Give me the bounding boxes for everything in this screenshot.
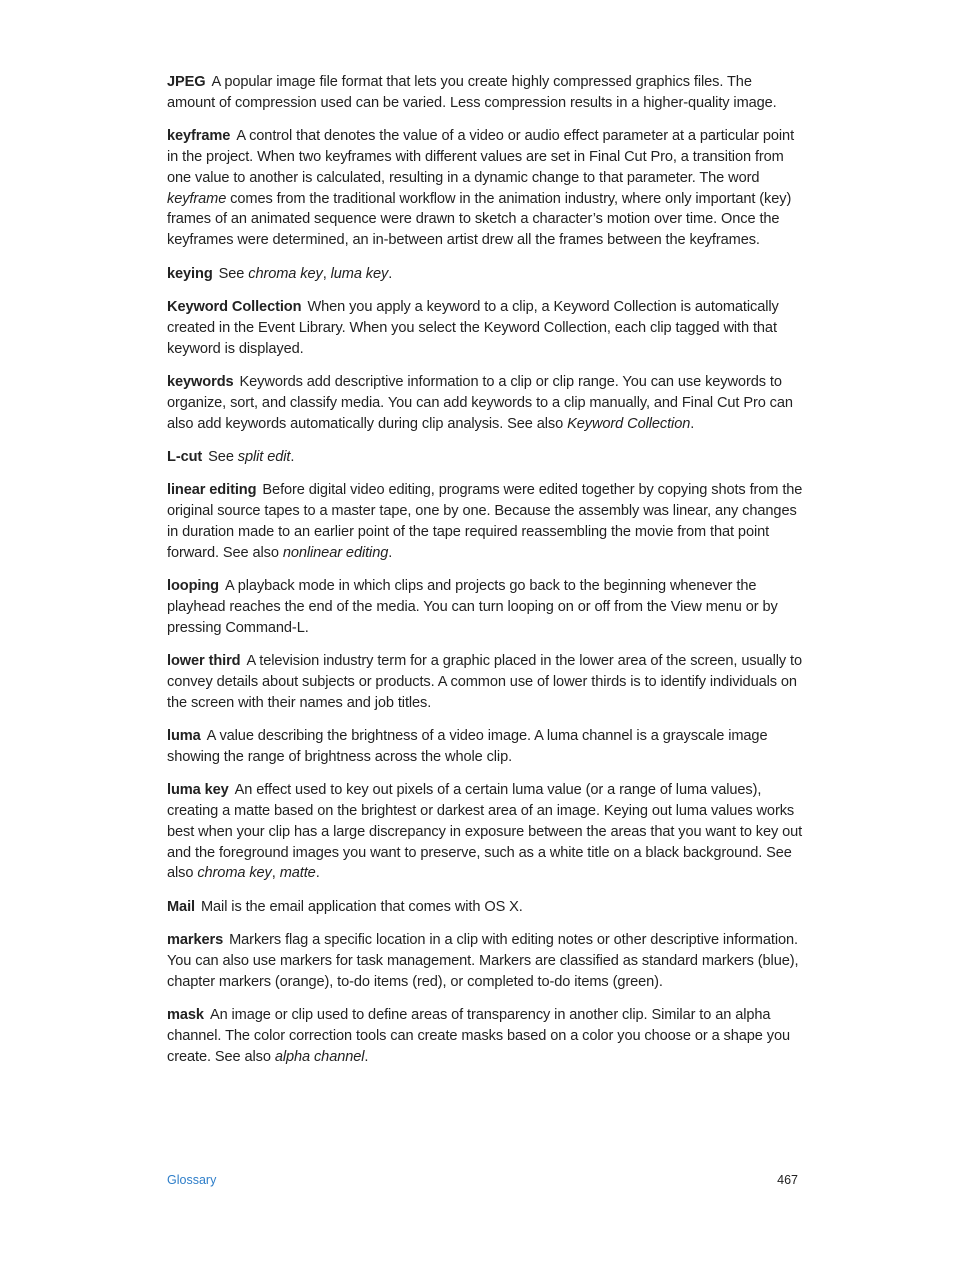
cross-reference: chroma key [197, 865, 272, 882]
definition-text: . [315, 865, 320, 882]
definition-text: , [322, 265, 331, 282]
definition-text: Keywords add descriptive information to a clip or clip range. You can use keywords to organize, sort, and classify media. You can add keywords to a clip manually, and Final Cut Pro can also add keywords automatically during clip analysis. See also [167, 373, 793, 432]
glossary-entry [167, 897, 803, 918]
glossary-entry [167, 726, 803, 768]
glossary-term: luma [167, 728, 201, 745]
definition-text: . [364, 1048, 369, 1065]
glossary-term: keyframe [167, 128, 231, 145]
definition-text: An effect used to key out pixels of a certain luma value (or a range of luma values), creating a matte based on the brightest or darkest area of an image. Keying out luma values works best when your clip has a large discrepancy in exposure between the areas that you want to key out and the foreground images you want to preserve, such as a white title on a black background. See also [167, 782, 803, 882]
cross-reference: matte [279, 865, 316, 882]
cross-reference: Keyword Collection [567, 415, 691, 432]
glossary-entry [167, 576, 803, 638]
definition-text: An image or clip used to define areas of transparency in another clip. Similar to an alpha channel. The color correction tools can create masks based on a color you choose or a shape you create. See also [167, 1007, 790, 1065]
definition-text: A playback mode in which clips and projects go back to the beginning whenever the playhead reaches the end of the media. You can turn looping on or off from the View menu or by pressing Command-L. [167, 578, 778, 636]
glossary-term: markers [167, 932, 224, 949]
glossary-term: Mail [167, 898, 195, 915]
definition-text: . [388, 544, 393, 561]
footer-section-link[interactable]: Glossary [167, 1173, 217, 1187]
definition-text: Before digital video editing, programs were edited together by copying shots from the original source tapes to a master tape, one by one. Because the assembly was linear, any changes in duration made to an earlier point of the tape required reassembling the movie from that point forward. See also [167, 482, 803, 561]
definition-text: Mail is the email application that comes with OS X. [200, 898, 523, 915]
definition-text: See [208, 448, 238, 465]
definition-text: See [218, 265, 249, 282]
glossary-entry [167, 480, 803, 563]
definition-text: A popular image file format that lets you create highly compressed graphics files. The amount of compression used can be varied. Less compression results in a higher-quality image. [167, 74, 777, 111]
glossary-term: keywords [167, 373, 234, 390]
definition-text: Markers flag a specific location in a clip with editing notes or other descriptive information. You can also use markers for task management. Markers are classified as standard markers (blue), chapter markers (orange), to-do items (red), or completed to-do items (green). [167, 932, 799, 990]
glossary-entry [167, 930, 803, 992]
definition-text: , [271, 865, 280, 882]
glossary-term: L-cut [167, 448, 203, 465]
glossary-entry [167, 780, 803, 884]
glossary-term: Keyword Collection [167, 298, 302, 315]
glossary-term: luma key [167, 782, 229, 799]
glossary-term: JPEG [167, 74, 206, 90]
definition-text: A value describing the brightness of a video image. A luma channel is a grayscale image showing the range of brightness across the whole clip. [167, 728, 768, 765]
cross-reference: split edit [237, 448, 291, 465]
glossary-term: keying [167, 265, 213, 282]
glossary-term: looping [167, 578, 219, 595]
glossary-entry [167, 372, 803, 434]
glossary-term: mask [167, 1007, 204, 1024]
glossary-entry [167, 1005, 803, 1067]
definition-text: A television industry term for a graphic placed in the lower area of the screen, usually to convey details about subjects or products. A common use of lower thirds is to identify individuals on the screen with their names and job titles. [167, 653, 802, 711]
glossary-entry [167, 447, 803, 468]
glossary-content [167, 72, 803, 1080]
glossary-entry [167, 72, 803, 114]
definition-text: comes from the traditional workflow in the animation industry, where only important (key) frames of an animated sequence were drawn to sketch a character’s motion over time. Once the keyframes were determined, an in-between artist drew all the frames between the keyframes. [167, 190, 792, 249]
definition-text: A control that denotes the value of a video or audio effect parameter at a particular point in the project. When two keyframes with different values are set in Final Cut Pro, a transition from one value to another is calculated, resulting in a dynamic change to that parameter. The word [167, 128, 795, 186]
cross-reference: nonlinear editing [282, 544, 389, 561]
glossary-term: lower third [167, 653, 241, 670]
glossary-term: linear editing [167, 482, 257, 499]
cross-reference: luma key [330, 265, 389, 282]
definition-text: . [690, 415, 695, 432]
definition-text: . [388, 265, 393, 282]
page-number: 467 [777, 1173, 798, 1187]
definition-text: When you apply a keyword to a clip, a Keyword Collection is automatically created in the Event Library. When you select the Keyword Collection, each clip tagged with that keyword is displayed. [167, 298, 779, 357]
glossary-entry [167, 651, 803, 713]
glossary-entry [167, 126, 803, 251]
glossary-entry [167, 264, 803, 285]
cross-reference: chroma key [248, 265, 323, 282]
glossary-entry [167, 297, 803, 359]
cross-reference: keyframe [167, 190, 227, 207]
definition-text: . [290, 448, 295, 465]
cross-reference: alpha channel [274, 1048, 365, 1065]
